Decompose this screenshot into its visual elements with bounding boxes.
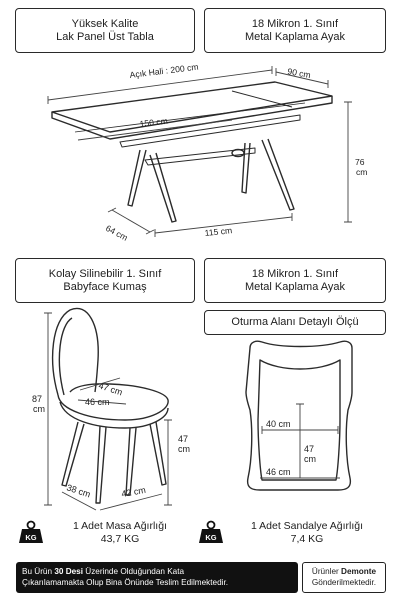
delivery-note: Bu Ürün 30 Desi Üzerinde Olduğundan Kata Çıkarılamamakta Olup Bina Önünde Teslim Edilmektedir. xyxy=(16,562,298,593)
assembly-note: Ürünler Demonte Gönderilmektedir. xyxy=(302,562,386,593)
chair-backrest xyxy=(53,308,99,395)
table-weight-label: 1 Adet Masa Ağırlığı xyxy=(73,520,167,532)
chair-leg-depth-label: 38 cm xyxy=(65,482,92,500)
seat-detail-box xyxy=(204,310,386,335)
chair-seat-width-label: 46 cm xyxy=(85,397,110,407)
weight-icon xyxy=(198,519,224,545)
table-extension-label: 90 cm xyxy=(286,66,312,81)
table-top-line1: Yüksek Kalite xyxy=(71,17,139,30)
chair-fabric-line2: Babyface Kumaş xyxy=(63,280,147,293)
table-height-unit: cm xyxy=(356,167,368,177)
table-open-length-label: Açık Hali : 200 cm xyxy=(129,61,199,80)
chair-seat-height-value: 47 xyxy=(178,434,189,444)
chair-weight-value: 7,4 KG xyxy=(290,533,324,545)
table-leg-span-label: 115 cm xyxy=(204,225,233,238)
chair-legs-line2: Metal Kaplama Ayak xyxy=(244,280,346,293)
desi-value: 30 Desi xyxy=(54,567,83,576)
chair-leg xyxy=(62,422,84,486)
seat-depth-unit: cm xyxy=(304,454,316,464)
chair-seat-height-unit: cm xyxy=(178,444,190,454)
seat-back-width-label: 40 cm xyxy=(266,419,291,429)
chair-height-value: 87 xyxy=(32,394,43,404)
seat-front-width-label: 46 cm xyxy=(266,467,291,477)
chair-weight-label: 1 Adet Sandalye Ağırlığı xyxy=(250,520,364,532)
table-closed-length-label: 150 cm xyxy=(139,115,169,129)
seat-top-outline xyxy=(246,341,352,490)
chair-legs-line1: 18 Mikron 1. Sınıf xyxy=(251,267,339,280)
table-diagram xyxy=(0,0,401,260)
chair-seat-depth-label: 47 cm xyxy=(97,380,124,398)
weight-icon xyxy=(18,519,44,545)
table-weight xyxy=(50,520,190,546)
table-weight-value: 43,7 KG xyxy=(100,533,140,545)
demonte-label: Demonte xyxy=(341,567,377,576)
chair-leg xyxy=(150,422,166,485)
table-top-outline xyxy=(52,82,332,132)
chair-leg xyxy=(126,428,136,495)
svg-text:KG: KG xyxy=(25,533,37,542)
chair-height-unit: cm xyxy=(33,404,45,414)
table-leg xyxy=(128,150,146,206)
table-legs-line2: Metal Kaplama Ayak xyxy=(244,30,346,43)
svg-text:KG: KG xyxy=(205,533,217,542)
table-height-value: 76 xyxy=(355,157,365,167)
table-legs-line1: 18 Mikron 1. Sınıf xyxy=(251,17,339,30)
chair-weight xyxy=(232,520,382,546)
table-leg xyxy=(262,139,294,210)
table-top-line2: Lak Panel Üst Tabla xyxy=(56,30,154,43)
chair-leg xyxy=(96,426,106,503)
seat-depth-value: 47 xyxy=(304,444,315,454)
table-width-label: 64 cm xyxy=(104,222,130,243)
chair-fabric-line1: Kolay Silinebilir 1. Sınıf xyxy=(48,267,162,280)
chair-fabric-feature-box xyxy=(15,258,195,303)
seat-detail-label: Oturma Alanı Detaylı Ölçü xyxy=(231,316,359,328)
chair-seat xyxy=(58,384,168,420)
chair-leg-width-label: 42 cm xyxy=(120,484,147,499)
chair-legs-feature-box xyxy=(204,258,386,303)
